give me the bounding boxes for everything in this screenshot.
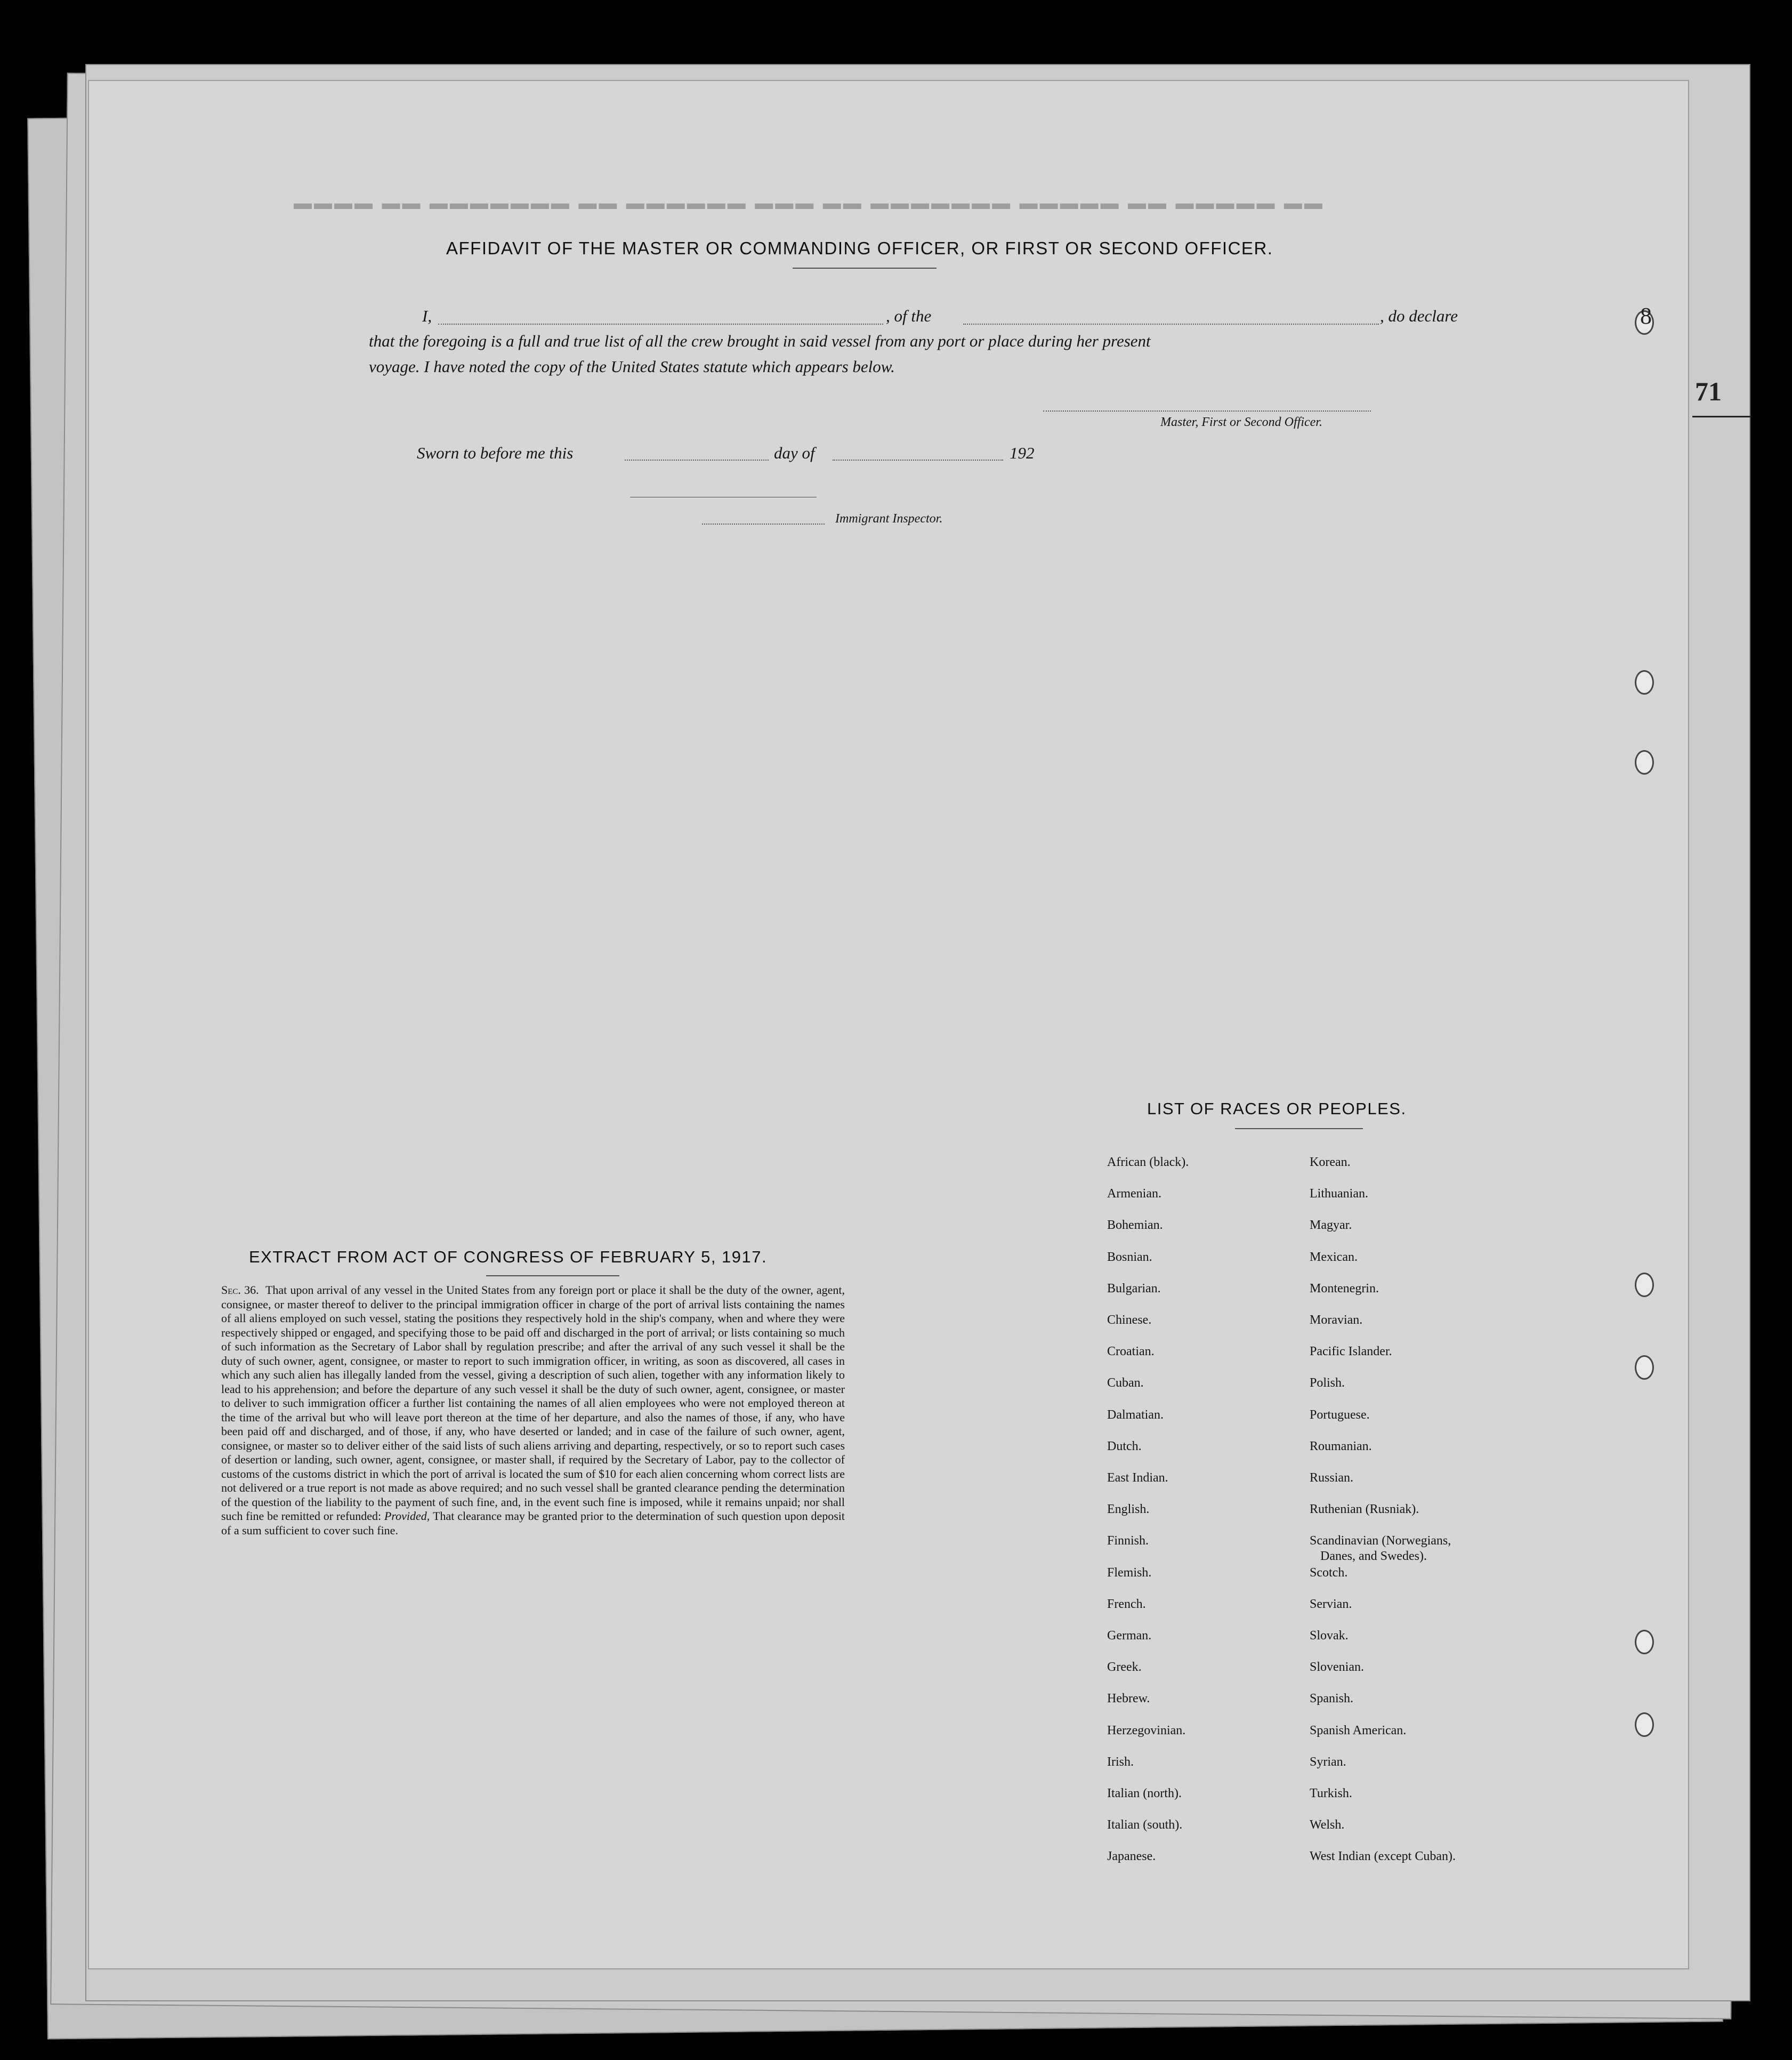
race-item: Slovenian. xyxy=(1310,1660,1364,1675)
act-title: EXTRACT FROM ACT OF CONGRESS OF FEBRUARY 5, 1917. xyxy=(249,1248,768,1266)
race-item: Syrian. xyxy=(1310,1755,1346,1769)
act-body-end: That clearance may be granted prior to the determination of such question upon deposit of a sum sufficient to cover such fine. xyxy=(221,1509,845,1537)
edge-page-number: 71 xyxy=(1695,376,1722,406)
race-item: Scotch. xyxy=(1310,1565,1348,1580)
race-item: Greek. xyxy=(1107,1660,1142,1675)
inspector-signature-line[interactable] xyxy=(702,524,825,525)
sworn-label: Sworn to before me this xyxy=(417,444,574,462)
do-declare-label: , do declare xyxy=(1380,307,1458,325)
race-item: Chinese. xyxy=(1107,1313,1152,1327)
race-item: Korean. xyxy=(1310,1155,1351,1169)
race-item: Armenian. xyxy=(1107,1187,1161,1201)
i-label: I, xyxy=(422,307,432,325)
punch-hole xyxy=(1635,750,1654,775)
race-item: Hebrew. xyxy=(1107,1692,1150,1706)
race-item: Lithuanian. xyxy=(1310,1187,1368,1201)
affidavit-text-line: that the foregoing is a full and true list of all the crew brought in said vessel from any port or place during her present xyxy=(369,332,1151,350)
race-item: Roumanian. xyxy=(1310,1439,1372,1453)
race-item: West Indian (except Cuban). xyxy=(1310,1849,1456,1864)
race-item: Pacific Islander. xyxy=(1310,1345,1392,1359)
race-item: Herzegovinian. xyxy=(1107,1723,1186,1737)
day-of-label: day of xyxy=(774,444,815,462)
race-item: Italian (north). xyxy=(1107,1787,1182,1800)
race-item: Turkish. xyxy=(1310,1787,1352,1800)
race-item: English. xyxy=(1107,1502,1150,1517)
name-field-line[interactable] xyxy=(438,324,883,325)
provided-label: Provided, xyxy=(384,1509,430,1523)
race-item: Cuban. xyxy=(1107,1376,1144,1390)
bleed-through: ▬▬ ▬▬▬▬▬ ▬▬ ▬▬▬▬▬ ▬▬▬▬▬▬▬ ▬▬ ▬▬▬ ▬▬▬▬▬▬ ▬▬ ▬▬▬▬▬▬▬ ▬▬ ▬▬▬▬ xyxy=(292,193,1322,213)
race-item: Servian. xyxy=(1310,1597,1352,1611)
punch-hole xyxy=(1635,1712,1654,1737)
race-item: East Indian. xyxy=(1107,1471,1168,1485)
race-item: Japanese. xyxy=(1107,1849,1156,1864)
day-field-line[interactable] xyxy=(625,460,769,461)
master-signature-line[interactable] xyxy=(1043,411,1371,412)
affidavit-text-line: voyage. I have noted the copy of the United States statute which appears below. xyxy=(369,357,895,376)
act-text xyxy=(221,1283,845,1538)
race-item: Flemish. xyxy=(1107,1565,1152,1580)
race-item: Magyar. xyxy=(1310,1218,1352,1233)
race-item: Spanish. xyxy=(1310,1692,1354,1706)
document-page xyxy=(88,80,1689,1969)
races-title-rule xyxy=(1235,1128,1363,1129)
master-signature-label: Master, First or Second Officer. xyxy=(1160,415,1322,429)
inspector-signature-label: Immigrant Inspector. xyxy=(835,512,943,526)
race-item: Bosnian. xyxy=(1107,1250,1152,1264)
punch-hole xyxy=(1635,670,1654,695)
race-item: Italian (south). xyxy=(1107,1818,1183,1832)
section-label: Sec. 36. xyxy=(221,1283,259,1297)
edge-rule xyxy=(1692,416,1751,417)
vessel-field-line[interactable] xyxy=(963,324,1379,325)
act-body: That upon arrival of any vessel in the United States from any foreign port or place it shall be the duty of the owner, agent, consignee, or master thereof to deliver to the principal immigration officer in charge of the port of arrival lists containing the names of all aliens employed on such vessel, stating the positions they respectively hold in the ship's company, when and where they were respectively shipped or engaged, and specifying those to be paid off and discharged in the port of arrival; or lists containing so much of such information as the Secretary of Labor shall by regulation prescribe; and after the arrival of any such vessel it shall be the duty of such owner, agent, consignee, or master to report to such immigration officer, in writing, as soon as discovered, all cases in which any such alien has illegally landed from the vessel, giving a description of such alien, together with any information likely to lead to his apprehension; and before the departure of any such vessel it shall be the duty of such owner, agent, consignee, or master to deliver to such immigration officer a further list containing the names of all alien employees who were not employed thereon at the time of the arrival but who will leave port thereon at the time of her departure, and also the names of those, if any, who have been paid off and discharged, and of those, if any, who have deserted or landed; and in case of the failure of such owner, agent, consignee, or master so to deliver either of the said lists of such aliens arriving and departing, respectively, or so to report such cases of desertion or landing, such owner, agent, consignee, or master shall, if required by the Secretary of Labor, pay to the collector of customs of the customs district in which the port of arrival is located the sum of $10 for each alien concerning whom correct lists are not delivered or a true report is not made as above required; and no such vessel shall be granted clearance pending the determination of the question of the liability to the payment of such fine, and, in the event such fine is imposed, while it remains unpaid; nor shall such fine be remitted or refunded: xyxy=(221,1283,845,1523)
race-item: Dutch. xyxy=(1107,1439,1142,1453)
race-item: African (black). xyxy=(1107,1155,1189,1169)
race-item: Moravian. xyxy=(1310,1313,1363,1327)
race-item: Spanish American. xyxy=(1310,1723,1407,1737)
year-label: 192 xyxy=(1010,444,1035,462)
race-item: Irish. xyxy=(1107,1755,1134,1769)
race-item: Croatian. xyxy=(1107,1345,1155,1359)
race-item: Scandinavian (Norwegians, xyxy=(1310,1534,1451,1548)
races-title: LIST OF RACES OR PEOPLES. xyxy=(1147,1099,1407,1118)
affidavit-title: AFFIDAVIT OF THE MASTER OR COMMANDING OFFICER, OR FIRST OR SECOND OFFICER. xyxy=(446,238,1273,258)
race-item: Portuguese. xyxy=(1310,1407,1370,1422)
race-item: Montenegrin. xyxy=(1310,1281,1379,1295)
month-field-line[interactable] xyxy=(833,460,1003,461)
race-item: Ruthenian (Rusniak). xyxy=(1310,1502,1419,1517)
race-item: Danes, and Swedes). xyxy=(1320,1549,1427,1564)
race-item: Polish. xyxy=(1310,1376,1345,1390)
race-item: Dalmatian. xyxy=(1107,1407,1164,1422)
of-the-label: , of the xyxy=(886,307,932,325)
punch-hole xyxy=(1635,1273,1654,1297)
race-item: Bulgarian. xyxy=(1107,1281,1161,1295)
title-rule xyxy=(793,268,937,269)
race-item: Slovak. xyxy=(1310,1629,1349,1643)
race-item: Bohemian. xyxy=(1107,1218,1163,1233)
race-item: German. xyxy=(1107,1629,1152,1643)
race-item: Russian. xyxy=(1310,1471,1354,1485)
race-item: Welsh. xyxy=(1310,1818,1345,1832)
race-item: French. xyxy=(1107,1597,1146,1611)
punch-hole xyxy=(1635,1355,1654,1380)
race-item: Mexican. xyxy=(1310,1250,1358,1264)
page-number: 8 xyxy=(1640,303,1652,329)
act-title-rule xyxy=(486,1275,619,1276)
punch-hole xyxy=(1635,1630,1654,1654)
race-item: Finnish. xyxy=(1107,1534,1149,1548)
